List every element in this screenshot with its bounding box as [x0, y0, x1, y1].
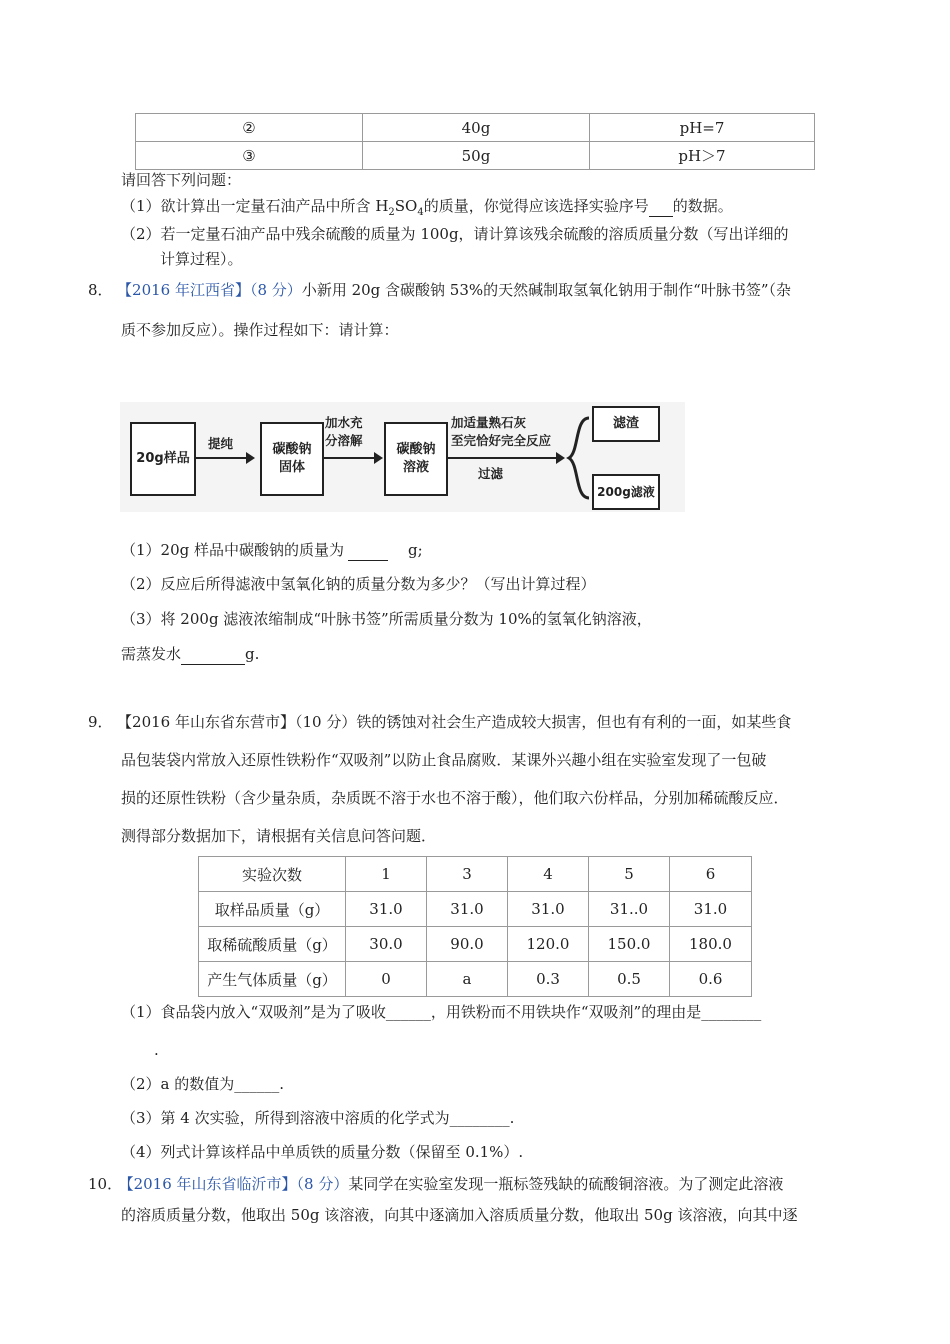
q10-text-line2: 的溶质质量分数，他取出 50g 该溶液，向其中逐滴加入溶质质量分数，他取出 50g 该溶液，向其中逐 [121, 1206, 798, 1224]
flow-box-line: 溶液 [402, 460, 429, 475]
q8-part4 [121, 644, 259, 665]
flow-box-line: 固体 [278, 460, 305, 475]
q8-part4-text: 需蒸发水 [121, 645, 182, 663]
table-row [136, 142, 815, 170]
q8-text-line2: 质不参加反应）。操作过程如下：请计算： [121, 321, 399, 339]
table-row [136, 114, 815, 142]
q9-part1: （1）食品袋内放入“双吸剂”是为了吸收______，用铁粉而不用铁块作“双吸剂”的理由是________ [121, 1003, 762, 1021]
question-source: 【2016 年江西省】 [124, 281, 250, 299]
q8-part1-text: g; [408, 541, 423, 559]
q9-part1-end: . [154, 1041, 159, 1059]
table-cell: 实验次数 [199, 857, 346, 892]
flow-step-label: 提纯 [208, 436, 234, 451]
question-score: （10 分） [295, 713, 357, 731]
table-cell: 4 [508, 857, 589, 892]
table-cell: 1 [346, 857, 427, 892]
table-cell: 0.6 [670, 962, 752, 997]
table-cell: 90.0 [427, 927, 508, 962]
table-cell: 6 [670, 857, 752, 892]
table-cell: 50g [363, 142, 590, 170]
question-number: 8． [88, 281, 113, 299]
table-cell: 30.0 [346, 927, 427, 962]
q7-intro: 请回答下列问题： [121, 171, 242, 189]
q7-part1-text: SO [394, 197, 418, 215]
flow-step-label [325, 414, 363, 450]
q10-header [88, 1174, 783, 1194]
table-cell: 取稀硫酸质量（g） [199, 927, 346, 962]
table-cell: 150.0 [589, 927, 670, 962]
flow-step-line: 至完恰好完全反应 [451, 433, 552, 448]
q9-part4: （4）列式计算该样品中单质铁的质量分数（保留至 0.1%）. [121, 1143, 524, 1161]
table-cell: 31.0 [346, 892, 427, 927]
q7-part2-line1: （2）若一定量石油产品中残余硫酸的质量为 100g，请计算该残余硫酸的溶质质量分数（写出详细的 [121, 225, 789, 243]
flow-box-filtrate: 200g滤液 [592, 474, 660, 510]
flow-box-line: 碳酸钠 [396, 442, 436, 457]
question-number: 9． [88, 713, 113, 731]
table-cell: 0 [346, 962, 427, 997]
question-text: 铁的锈蚀对社会生产造成较大损害，但也有有利的一面，如某些食 [356, 713, 792, 731]
question-text: 小新用 20g 含碳酸钠 53%的天然碱制取氢氧化钠用于制作“叶脉书签”（杂 [301, 281, 791, 299]
table-cell: 5 [589, 857, 670, 892]
table-cell: 40g [363, 114, 590, 142]
answer-blank[interactable] [181, 644, 245, 665]
top-data-table [135, 113, 815, 170]
q8-part3: （3）将 200g 滤液浓缩制成“叶脉书签”所需质量分数为 10%的氢氧化钠溶液， [121, 610, 652, 628]
q8-part2: （2）反应后所得滤液中氢氧化钠的质量分数为多少？（写出计算过程） [121, 575, 596, 593]
flow-box-solid [260, 422, 324, 496]
q8-part1 [121, 540, 423, 561]
flow-step-line: 加水充 [325, 415, 363, 430]
table-row [199, 927, 752, 962]
answer-blank[interactable] [649, 196, 673, 217]
q9-text-line2: 品包装袋内常放入还原性铁粉作“双吸剂”以防止食品腐败．某课外兴趣小组在实验室发现了一包破 [121, 751, 767, 769]
table-cell: pH=7 [590, 114, 815, 142]
table-cell: pH＞7 [590, 142, 815, 170]
q9-text-line3: 损的还原性铁粉（含少量杂质，杂质既不溶于水也不溶于酸），他们取六份样品，分别加稀硫酸反应． [121, 789, 789, 807]
flow-step-line: 分溶解 [325, 433, 363, 448]
question-source: 【2016 年山东省东营市】 [124, 713, 295, 731]
table-cell: 31.0 [427, 892, 508, 927]
subscript: 4 [417, 207, 424, 218]
question-score: （8 分） [250, 281, 302, 299]
flow-box-residue: 滤渣 [592, 406, 660, 442]
flow-box-solution [384, 422, 448, 496]
question-score: （8 分） [296, 1175, 349, 1193]
brace-icon [565, 416, 593, 500]
answer-blank[interactable] [348, 540, 388, 561]
q9-part3: （3）第 4 次实验，所得到溶液中溶质的化学式为________. [121, 1109, 515, 1127]
q8-part4-text: g. [245, 645, 260, 663]
table-cell: 0.5 [589, 962, 670, 997]
arrow-icon [323, 457, 381, 459]
table-row [199, 857, 752, 892]
process-flow-diagram [120, 402, 685, 512]
table-row [199, 962, 752, 997]
flow-step-label: 过滤 [478, 466, 504, 481]
q9-text-line4: 测得部分数据加下，请根据有关信息问答问题． [121, 827, 437, 845]
q7-part1 [121, 196, 733, 223]
table-cell: 0.3 [508, 962, 589, 997]
table-row [199, 892, 752, 927]
q8-part1-text: （1）20g 样品中碳酸钠的质量为 [121, 541, 345, 559]
table-cell: 取样品质量（g） [199, 892, 346, 927]
q9-part2: （2）a 的数值为______. [121, 1075, 285, 1093]
table-cell: a [427, 962, 508, 997]
table-cell: 180.0 [670, 927, 752, 962]
table-cell: 3 [427, 857, 508, 892]
q9-header [88, 712, 791, 732]
table-cell: ③ [136, 142, 363, 170]
table-cell: 产生气体质量（g） [199, 962, 346, 997]
q7-part1-text: 的质量，你觉得应该选择实验序号 [423, 197, 649, 215]
question-source: 【2016 年山东省临沂市】 [126, 1175, 297, 1193]
table-cell: ② [136, 114, 363, 142]
table-cell: 31.0 [670, 892, 752, 927]
flow-step-label [451, 414, 551, 450]
arrow-icon [195, 457, 253, 459]
q7-part1-text: 的数据。 [672, 197, 733, 215]
q7-part2-line2: 计算过程）。 [160, 250, 243, 268]
q8-header [88, 280, 791, 300]
question-text: 某同学在实验室发现一瓶标签残缺的硫酸铜溶液。为了测定此溶液 [348, 1175, 784, 1193]
arrow-icon [447, 457, 563, 459]
flow-box-sample: 20g样品 [130, 422, 196, 496]
flow-step-line: 加适量熟石灰 [451, 415, 527, 430]
flow-box-line: 碳酸钠 [272, 442, 312, 457]
table-cell: 120.0 [508, 927, 589, 962]
table-cell: 31..0 [589, 892, 670, 927]
q7-part1-text: （1）欲计算出一定量石油产品中所含 H [121, 197, 389, 215]
table-cell: 31.0 [508, 892, 589, 927]
q9-data-table [198, 856, 752, 997]
question-number: 10． [88, 1175, 123, 1193]
subscript: 2 [388, 207, 395, 218]
